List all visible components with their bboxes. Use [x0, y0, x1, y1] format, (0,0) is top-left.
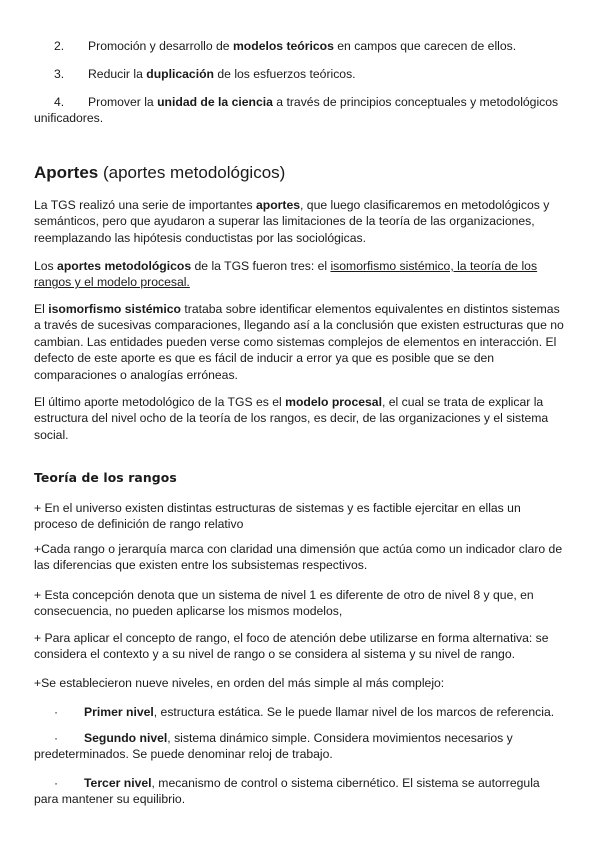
subsection-title: Teoría de los rangos — [34, 470, 177, 485]
item-number: 4. — [54, 95, 65, 109]
level-item-1: · Primer nivel, estructura estática. Se le puede llamar nivel de los marcos de referencia. — [34, 704, 566, 720]
numbered-item-2: 2. Promoción y desarrollo de modelos teóricos en campos que carecen de ellos. — [34, 38, 566, 54]
rangos-point-2: +Cada rango o jerarquía marca con claridad una dimensión que actúa como un indicador claro de las diferencias que existen entre los subsistemas respectivos. — [34, 542, 563, 573]
paragraph-aportes: La TGS realizó una serie de importantes aportes, que luego clasificaremos en metodológicos y semánticos, pero que ayudaron a superar las limitaciones de la teoría de las organizaciones, reemplazando las hipótesis conductistas por las sociológicas. — [34, 198, 550, 245]
numbered-item-4: 4. Promover la unidad de la ciencia a través de principios conceptuales y metodológicos unificadores. — [34, 95, 559, 126]
rangos-point-5: +Se establecieron nueve niveles, en orden del más simple al más complejo: — [34, 676, 445, 690]
numbered-item-3: 3. Reducir la duplicación de los esfuerzos teóricos. — [34, 66, 566, 82]
paragraph-modelo-procesal: El último aporte metodológico de la TGS es el modelo procesal, el cual se trata de explicar la estructura del nivel ocho de la teoría de los rangos, es decir, de las organizaciones y el sistema social. — [34, 395, 549, 442]
level-item-3: · Tercer nivel, mecanismo de control o sistema cibernético. El sistema se autorregula para mantener su equilibrio. — [34, 776, 540, 807]
bullet-icon: · — [54, 776, 59, 790]
rangos-point-4: + Para aplicar el concepto de rango, el foco de atención debe utilizarse en forma alternativa: se considera el contexto y a su nivel de rango o se considera al sistema y su nivel de rango. — [34, 631, 549, 662]
item-number: 2. — [54, 39, 65, 53]
paragraph-aportes-metodologicos: Los aportes metodológicos de la TGS fueron tres: el isomorfismo sistémico, la teoría de los rangos y el modelo procesal. — [34, 259, 538, 290]
section-title: Aportes (aportes metodológicos) — [34, 163, 286, 182]
item-number: 3. — [54, 67, 65, 81]
paragraph-isomorfismo: El isomorfismo sistémico trataba sobre identificar elementos equivalentes en distintos sistemas a través de sucesivas comparaciones, llegando así a la conclusión que existen estructuras que no cambian. Las entidades pueden verse como sistemas complejos de elementos en interacción. El defecto de este aporte es que es fácil de inducir a error ya que es posible que se den comparaciones o analogías erróneas. — [34, 302, 564, 382]
level-item-2: · Segundo nivel, sistema dinámico simple. Considera movimientos necesarios y predeterminados. Se puede denominar reloj de trabajo. — [34, 731, 513, 762]
rangos-point-1: + En el universo existen distintas estructuras de sistemas y es factible ejercitar en ellas un proceso de definición de rango relativo — [34, 501, 521, 532]
rangos-point-3: + Esta concepción denota que un sistema de nivel 1 es diferente de otro de nivel 8 y que, en consecuencia, no pueden aplicarse los mismos modelos, — [34, 588, 534, 619]
bullet-icon: · — [54, 731, 59, 745]
bullet-icon: · — [54, 705, 59, 719]
